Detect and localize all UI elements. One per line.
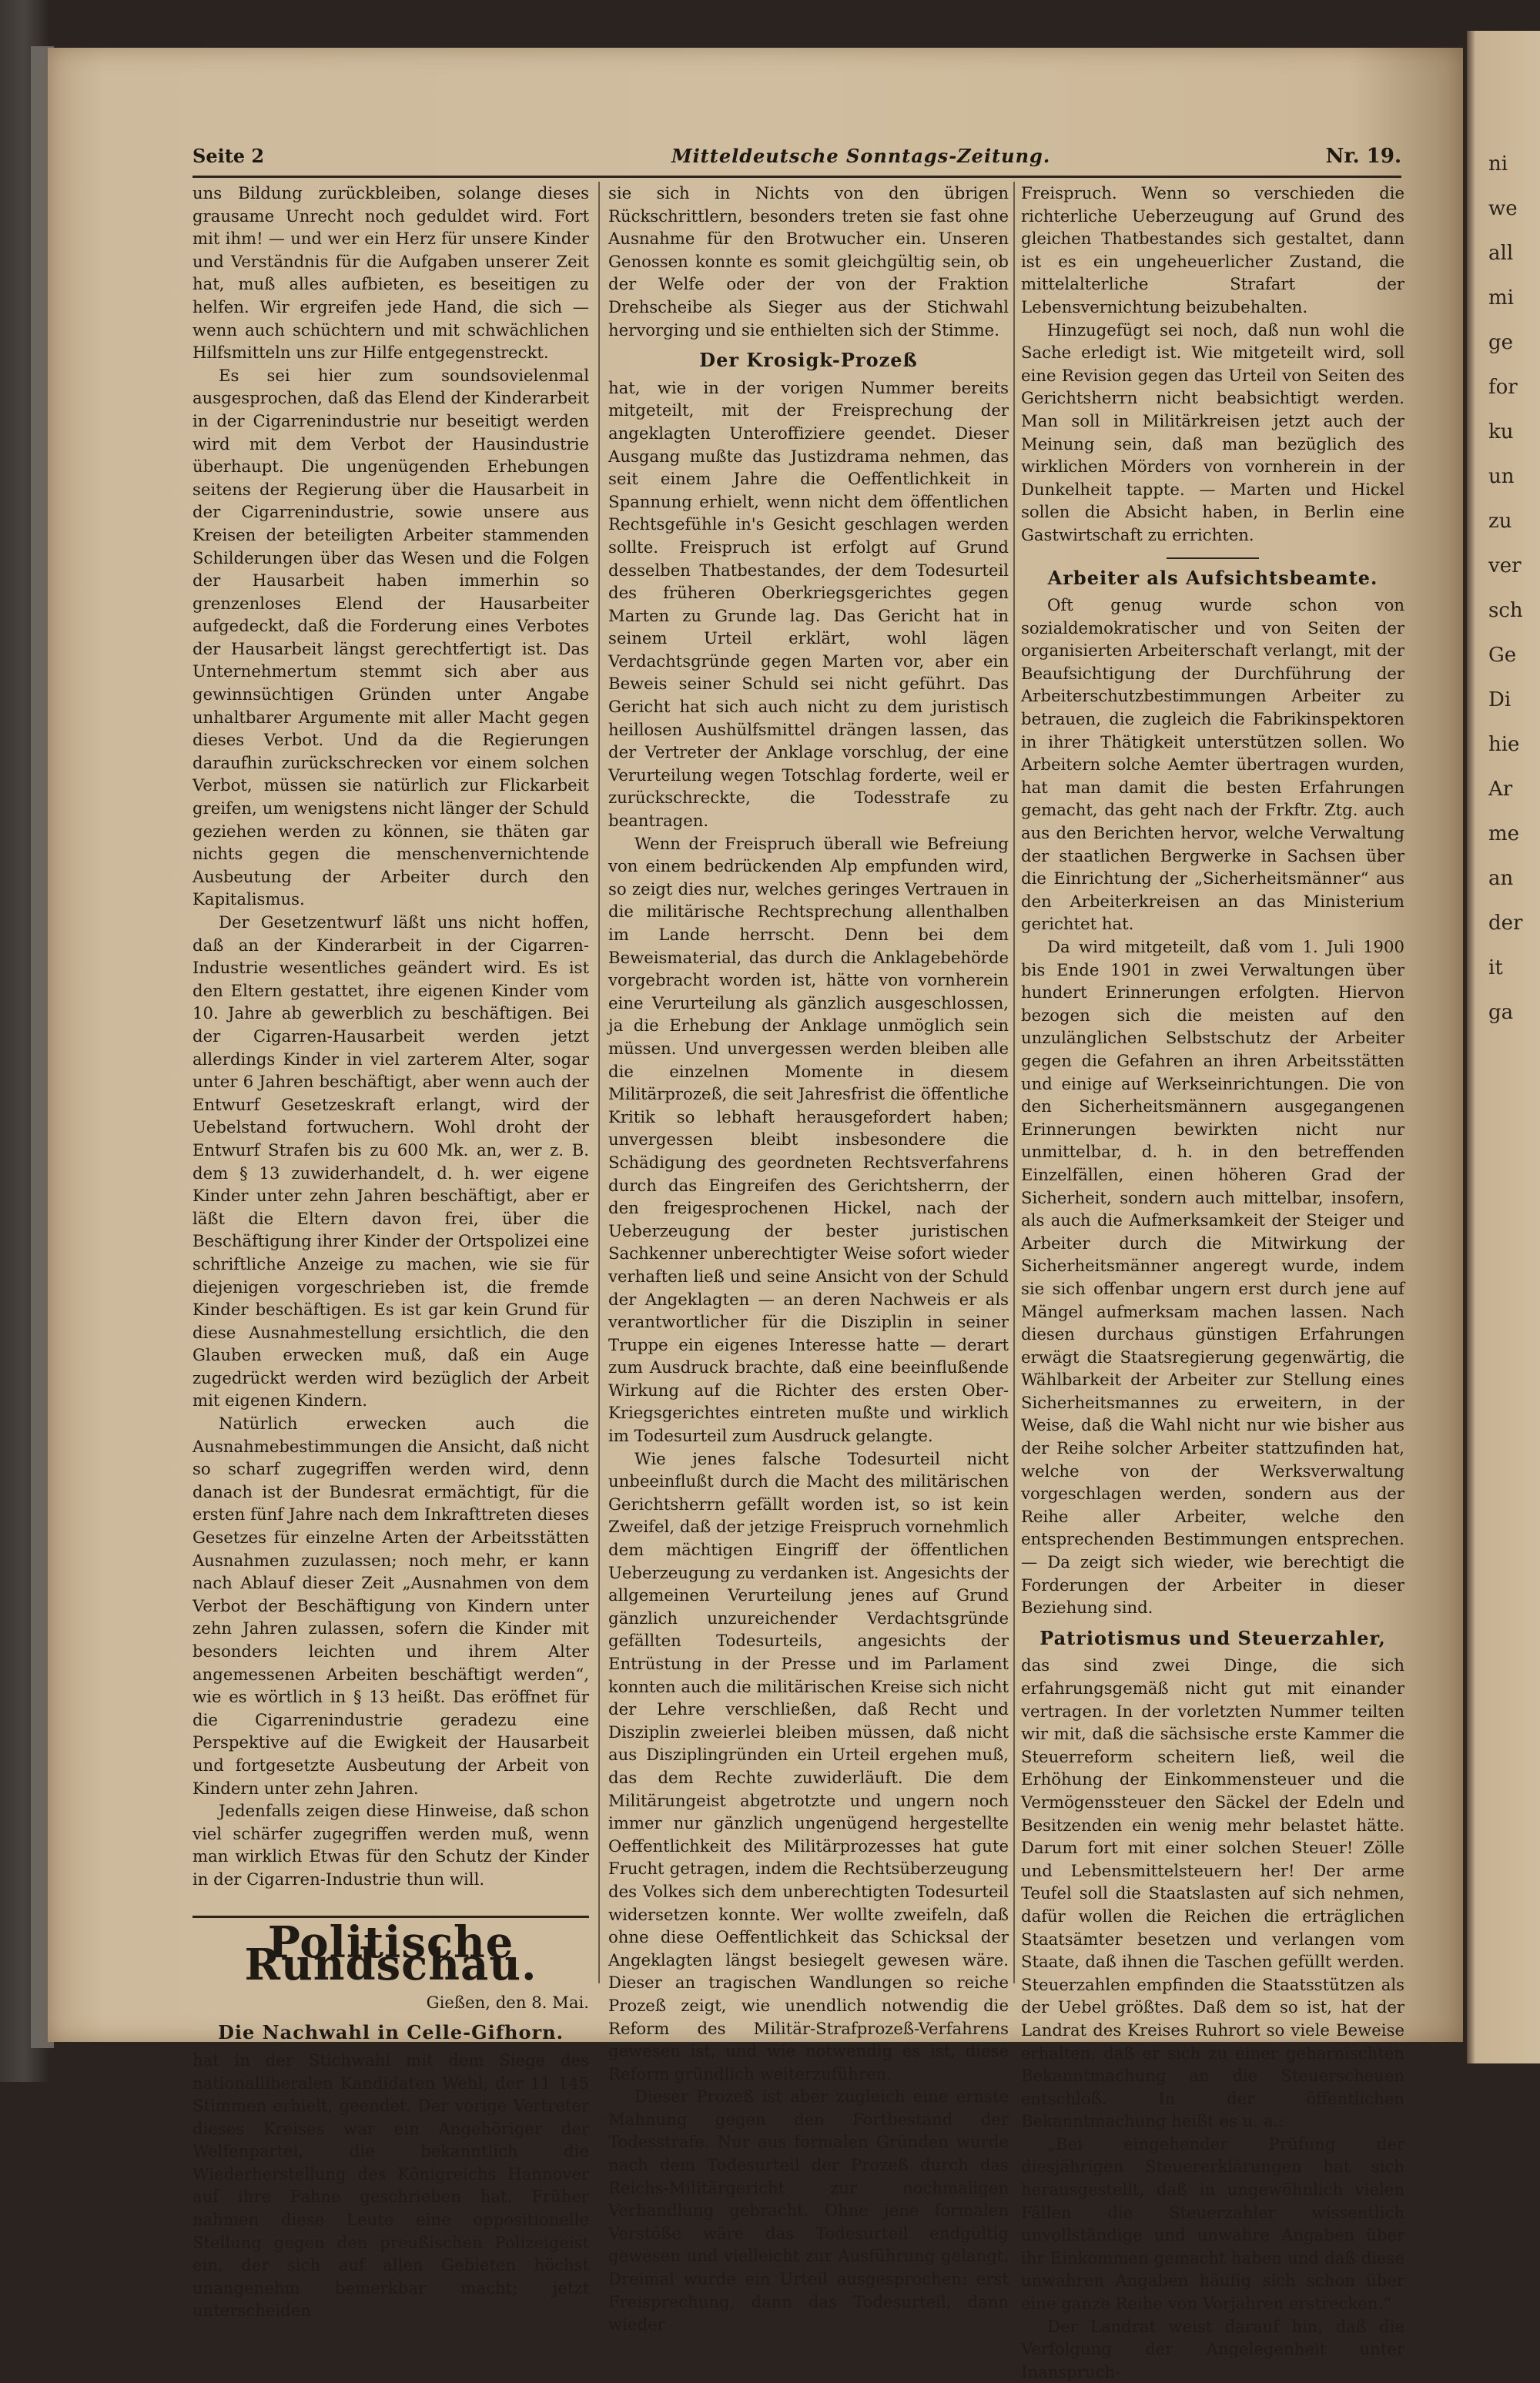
adjacent-page-text-fragment: an: [1488, 867, 1514, 890]
adjacent-page-text-fragment: mi: [1488, 286, 1514, 310]
article-heading: Patriotismus und Steuerzahler,: [1040, 1626, 1386, 1649]
column-1: [192, 182, 589, 2322]
divider: [1167, 557, 1259, 559]
adjacent-page-text-fragment: ge: [1488, 331, 1514, 354]
paragraph: Der Landrat weist darauf hin, daß die Verfolgung der Angelegenheit unter Inanspruch-: [1021, 2316, 1404, 2381]
dateline: Gießen, den 8. Mai.: [426, 1992, 589, 2012]
adjacent-page-text-fragment: sch: [1488, 599, 1523, 622]
adjacent-page-text-fragment: ni: [1488, 152, 1508, 176]
paragraph: uns Bildung zurückbleiben, solange dieses grausame Unrecht noch geduldet wird. Fort mit ihm! — und wer ein Herz für unsere Kinder und Verständnis für die Aufgaben unserer Zeit hat, muß alles aufbieten, es beseitigen zu helfen. Wir ergreifen jede Hand, die sich — wenn auch schüchtern und mit schwächlichen Hilfsmitteln uns zur Hilfe entgegenstreckt.: [192, 183, 589, 363]
adjacent-page-edge: [1467, 31, 1540, 2063]
adjacent-page-text-fragment: all: [1488, 242, 1514, 265]
quotation: „Bei eingehender Prüfung der diesjährigen Steuererklärungen hat sich herausgestellt, daß in ungewöhnlich vielen Fällen die Steuerzahler wissentlich unvollständige und unwahre Angaben über ihr Einkommen gemacht haben und daß diese unwahren Angaben häufig sich schon über eine ganze Reihe von Vorjahren erstrecken.“: [1021, 2134, 1404, 2314]
paragraph: Jedenfalls zeigen diese Hinweise, daß schon viel schärfer zugegriffen werden muß, wenn man wirklich Etwas für den Schutz der Kinder in der Cigarren-Industrie thun will.: [192, 1801, 589, 1889]
adjacent-page-text-fragment: we: [1488, 197, 1518, 220]
adjacent-page-text-fragment: ga: [1488, 1001, 1514, 1024]
paragraph: Natürlich erwecken auch die Ausnahmebestimmungen die Ansicht, daß nicht so scharf zugegriffen werden wird, denn danach ist der Bundesrat ermächtigt, für die ersten fünf Jahre nach dem Inkrafttreten dieses Gesetzes für einzelne Arten der Arbeitsstätten Ausnahmen zuzulassen; noch mehr, er kann nach Ablauf dieser Zeit „Ausnahmen von dem Verbot der Beschäftigung von Kindern unter zehn Jahren zulassen, sofern die Kinder mit besonders leichten und ihrem Alter angemessenen Arbeiten beschäftigt werden“, wie es wörtlich in § 13 heißt. Das eröffnet für die Cigarrenindustrie geradezu eine Perspektive auf die Ewigkeit der Hausarbeit und fortgesetzte Ausbeutung der Arbeit von Kindern unter zehn Jahren.: [192, 1414, 589, 1798]
paragraph: Dieser Prozeß ist aber zugleich eine ernste Mahnung gegen den Fortbestand der Todesstrafe. Nur aus formalen Gründen wurde nach dem Todesurteil der Prozeß durch das Reichs-Militärgericht zur nochmaligen Verhandlung gebracht. Ohne jene formalen Verstöße wäre das Todesurteil endgültig gewesen und vielleicht zur Ausführung gelangt. Dreimal wurde ein Urteil ausgesprochen: erst Freisprechung, dann das Todesurteil, dann wieder: [608, 2087, 1009, 2334]
adjacent-page-text-fragment: Ge: [1488, 644, 1517, 667]
paragraph: das sind zwei Dinge, die sich erfahrungsgemäß nicht gut mit einander vertragen. In der vorletzten Nummer teilten wir mit, daß die sächsische erste Kammer die Steuerreform scheitern ließ, weil die Erhöhung der Einkommensteuer und die Vermögenssteuer den Säckel der Edeln und Besitzenden ein wenig mehr belastet hätte. Darum fort mit einer solchen Steuer! Zölle und Lebensmittelsteuern her! Der arme Teufel soll die Staatslasten auf sich nehmen, dafür wollen die Reichen die erträglichen Staatsämter besetzen und verlangen vom Staate, daß ihnen die Taschen gefüllt werden. Steuerzahlen empfinden die Staatsstützen als der Uebel größtes. Daß dem so ist, hat der Landrat des Kreises Ruhrort so viele Beweise erhalten, daß er sich zu einer geharnischten Bekanntmachung an die Steuerscheuen entschloß. In der öffentlichen Bekanntmachung heißt es u. a.:: [1021, 1655, 1404, 2131]
adjacent-page-text-fragment: me: [1488, 822, 1520, 845]
paragraph: Wie jenes falsche Todesurteil nicht unbeeinflußt durch die Macht des militärischen Gerichtsherrn gefällt worden ist, so ist kein Zweifel, daß der jetzige Freispruch vornehmlich dem mächtigen Eingriff der öffentlichen Ueberzeugung zu verdanken ist. Angesichts der allgemeinen Verurteilung jenes auf Grund gänzlich unzureichender Verdachtsgründe gefällten Todesurteils, angesichts der Entrüstung in der Presse und im Parlament konnten auch die militärischen Kreise sich nicht der Lehre verschließen, daß Recht und Disziplin zweierlei bleiben müssen, daß nicht aus Disziplingründen ein Urteil ergehen muß, das dem Rechte zuwiderläuft. Die dem Militärungeist abgetrotzte und ungern noch immer nur gänzlich ungenügend hergestellte Oeffentlichkeit des Militärprozesses hat gute Frucht getragen, indem die Rechtsüberzeugung des Volkes sich dem unberechtigten Todesurteil widersetzen konnte. Wer wollte zweifeln, daß ohne diese Oeffentlichkeit das Schicksal der Angeklagten längst besiegelt gewesen wäre. Dieser an tragischen Wandlungen so reiche Prozeß zeigt, wie unendlich notwendig die Reform des Militär-Strafprozeß-Verfahrens gewesen ist, und wie notwendig es ist, diese Reform gründlich weiterzuführen.: [608, 1448, 1009, 2083]
issue-number: Nr. 19.: [1325, 145, 1401, 168]
article-heading: Die Nachwahl in Celle-Gifhorn.: [218, 2021, 564, 2044]
article-heading: Der Krosigk-Prozeß: [699, 349, 918, 372]
column-2: [608, 182, 1009, 2336]
paragraph: Wenn der Freispruch überall wie Befreiung von einem bedrückenden Alp empfunden wird, so zeigt dies nur, welches geringes Vertrauen in die militärische Rechtsprechung allenthalben im Lande herrscht. Denn bei dem Beweismaterial, das durch die Anklagebehörde vorgebracht worden ist, hätte von vornherein eine Verurteilung als gänzlich ausgeschlossen, ja die Erhebung der Anklage unmöglich sein müssen. Und unvergessen werden bleiben alle die einzelnen Momente in diesem Militärprozeß, die seit Jahresfrist die öffentliche Kritik so lebhaft herausgefordert haben; unvergessen bleibt insbesondere die Schädigung des geordneten Rechtsverfahrens durch das Eingreifen des Gerichtsherrn, der den freigesprochenen Hickel, nach der Ueberzeugung der bester juristischen Sachkenner unberechtigter Weise sofort wieder verhaften ließ und seine Ansicht von der Schuld der Angeklagten — an deren Nachweis er als verantwortlicher für die Disziplin in seiner Truppe ein eigenes Interesse hatte — derart zum Ausdruck brachte, daß eine beeinflußende Wirkung auf die Richter des ersten Ober-Kriegsgerichtes eintreten mußte und wirklich im Todesurteil zum Ausdruck gelangte.: [608, 833, 1009, 1446]
adjacent-page-text-fragment: ver: [1488, 554, 1522, 577]
column-separator: [598, 182, 600, 1983]
section-title: Politische Rundschau.: [192, 1916, 589, 1977]
article-heading: Arbeiter als Aufsichtsbeamte.: [1047, 566, 1378, 589]
adjacent-page-text-fragment: it: [1488, 956, 1503, 979]
page-header: [192, 145, 1401, 176]
paragraph: Freispruch. Wenn so verschieden die richterliche Ueberzeugung auf Grund des gleichen Thatbestandes sich gestaltet, dann ist es ein ungeheuerlicher Zustand, die mittelalterliche Strafart der Lebensvernichtung beizubehalten.: [1021, 183, 1404, 316]
paragraph: sie sich in Nichts von den übrigen Rückschrittlern, besonders treten sie fast ohne Ausnahme für den Brotwucher ein. Unseren Genossen konnte es somit gleichgültig sein, ob der Welfe oder der von der Fraktion Drehscheibe als Sieger aus der Stichwahl hervorging und sie enthielten sich der Stimme.: [608, 183, 1009, 340]
adjacent-page-text-fragment: der: [1488, 912, 1523, 935]
column-separator: [1013, 182, 1015, 1983]
paragraph: Hinzugefügt sei noch, daß nun wohl die Sache erledigt ist. Wie mitgeteilt wird, soll eine Revision gegen das Urteil von Seiten des Gerichtsherrn nicht beabsichtigt werden. Man soll in Militärkreisen jetzt auch der Meinung sein, daß man bezüglich des wirklichen Mörders von vornherein in der Dunkelheit tappte. — Marten und Hickel sollen die Absicht haben, in Berlin eine Gastwirtschaft zu errichten.: [1021, 320, 1404, 544]
adjacent-page-text-fragment: zu: [1488, 510, 1512, 533]
paragraph: Der Gesetzentwurf läßt uns nicht hoffen, daß an der Kinderarbeit in der Cigarren-Industrie wesentliches geändert wird. Es ist den Eltern gestattet, ihre eigenen Kinder vom 10. Jahre ab gewerblich zu beschäftigen. Bei der Cigarren-Hausarbeit werden jetzt allerdings Kinder in viel zarterem Alter, sogar unter 6 Jahren beschäftigt, aber wenn auch der Entwurf Gesetzeskraft erlangt, wird der Uebelstand fortwuchern. Wohl droht der Entwurf Strafen bis zu 600 Mk. an, wer z. B. dem § 13 zuwiderhandelt, d. h. wer eigene Kinder unter zehn Jahren beschäftigt, aber er läßt die Eltern davon frei, über die Beschäftigung ihrer Kinder der Ortspolizei eine schriftliche Anzeige zu machen, wie sie für diejenigen vorgeschrieben ist, die fremde Kinder beschäftigen. Es ist gar kein Grund für diese Ausnahmestellung ersichtlich, die den Glauben erwecken muß, daß ein Auge zugedrückt werden wird bezüglich der Arbeit mit eigenen Kindern.: [192, 912, 589, 1411]
adjacent-page-text-fragment: un: [1488, 465, 1515, 488]
newspaper-title: Mitteldeutsche Sonntags-Zeitung.: [671, 145, 1051, 167]
paragraph: Oft genug wurde schon von sozialdemokratischer und von Seiten der organisierten Arbeiterschaft verlangt, mit der Beaufsichtigung der Durchführung der Arbeiterschutzbestimmungen Arbeiter zu betrauen, die zugleich die Fabrikinspektoren in ihrer Thätigkeit unterstützen sollen. Wo Arbeitern solche Aemter übertragen wurden, hat man damit die besten Erfahrungen gemacht, das geht nach der Frkftr. Ztg. auch aus den Berichten hervor, welche Verwaltung der staatlichen Bergwerke in Sachsen über die Einrichtung der „Sicherheitsmänner“ aus den Arbeiterkreisen an das Ministerium gerichtet hat.: [1021, 595, 1404, 934]
adjacent-page-text-fragment: Ar: [1488, 778, 1513, 801]
paragraph: Es sei hier zum soundsovielenmal ausgesprochen, daß das Elend der Kinderarbeit in der Cigarrenindustrie nur beseitigt werden wird mit dem Verbot der Hausindustrie überhaupt. Die ungenügenden Erhebungen seitens der Regierung über die Hausarbeit in der Cigarrenindustrie, sowie unsere aus Kreisen der beteiligten Arbeiter stammenden Schilderungen über das Wesen und die Folgen der Hausarbeit haben immerhin so grenzenloses Elend der Hausarbeiter aufgedeckt, daß die Forderung eines Verbotes der Hausarbeit längst gerechtfertigt ist. Das Unternehmertum stemmt sich aber aus gewinnsüchtigen Gründen unter Angabe unhaltbarer Argumente mit aller Macht gegen dieses Verbot. Und da die Regierungen daraufhin zurückschrecken vor einem solchen Verbot, müssen sie natürlich zur Flickarbeit greifen, um wenigstens nicht länger der Schuld geziehen werden zu können, sie thäten gar nichts gegen die menschenvernichtende Ausbeutung der Arbeiter durch den Kapitalismus.: [192, 365, 589, 909]
adjacent-page-text-fragment: hie: [1488, 733, 1520, 756]
adjacent-page-text-fragment: ku: [1488, 420, 1514, 443]
column-3: [1021, 182, 1404, 2383]
header-rule: [192, 176, 1401, 178]
paragraph: Da wird mitgeteilt, daß vom 1. Juli 1900 bis Ende 1901 in zwei Verwaltungen über hundert Erinnerungen erfolgten. Hiervon bezogen sich die meisten auf den unzulänglichen Selbstschutz der Arbeiter gegen die Gefahren an ihren Arbeitsstätten und einige auf Werkseinrichtungen. Die von den Sicherheitsmännern ausgegangenen Erinnerungen bewirkten nicht nur unmittelbar, d. h. in den betreffenden Einzelfällen, einen höheren Grad der Sicherheit, sondern auch mittelbar, insofern, als auch die Aufmerksamkeit der Steiger und Arbeiter durch die Mitwirkung der Sicherheitsmänner angeregt wurde, indem sie sich offenbar ungern erst durch jene auf Mängel aufmerksam machen lassen. Nach diesen durchaus günstigen Erfahrungen erwägt die Staatsregierung gegenwärtig, die Wählbarkeit der Arbeiter zur Stellung eines Sicherheitsmannes zu erweitern, in der Weise, daß die Wahl nicht nur wie bisher aus der Reihe solcher Arbeiter stattzufinden hat, welche von der Werksverwaltung vorgeschlagen werden, sondern aus der Reihe aller Arbeiter, welche den entsprechenden Bestimmungen entsprechen. — Da zeigt sich wieder, wie berechtigt die Forderungen der Arbeiter in dieser Beziehung sind.: [1021, 937, 1404, 1618]
adjacent-page-text-fragment: for: [1488, 376, 1518, 399]
adjacent-page-text-fragment: Di: [1488, 688, 1512, 711]
page-number: Seite 2: [192, 145, 265, 167]
paragraph: hat in der Stichwahl mit dem Siege des nationalliberalen Kandidaten Wehl, der 11 145 Stimmen erhielt, geendet. Der vorige Vertreter dieses Kreises war ein Angehöriger der Welfenpartei, die bekanntlich die Wiederherstellung des Königreichs Hannover auf ihre Fahne geschrieben hat. Früher nahmen diese Leute eine oppositionelle Stellung gegen den preußischen Polizeigeist ein, der sich auf allen Gebieten höchst unangenehm bemerkbar macht; jetzt unterscheiden: [192, 2050, 589, 2321]
paragraph: hat, wie in der vorigen Nummer bereits mitgeteilt, mit der Freisprechung der angeklagten Unteroffiziere geendet. Dieser Ausgang mußte das Justizdrama nehmen, das seit einem Jahre die Oeffentlichkeit in Spannung erhielt, wenn nicht dem öffentlichen Rechtsgefühle in's Gesicht geschlagen werden sollte. Freispruch ist erfolgt auf Grund desselben Thatbestandes, der dem Todesurteil des früheren Oberkriegsgerichtes gegen Marten zu Grunde lag. Das Gericht hat in seinem Urteil erklärt, wohl lägen Verdachtsgründe gegen Marten vor, aber ein Beweis seiner Schuld sei nicht geführt. Das Gericht hat sich auch nicht zu dem juristisch heillosen Aushülfsmittel drängen lassen, das der Vertreter der Anklage vorschlug, der eine Verurteilung wegen Totschlag forderte, weil er zurückschreckte, die Todesstrafe zu beantragen.: [608, 377, 1009, 831]
